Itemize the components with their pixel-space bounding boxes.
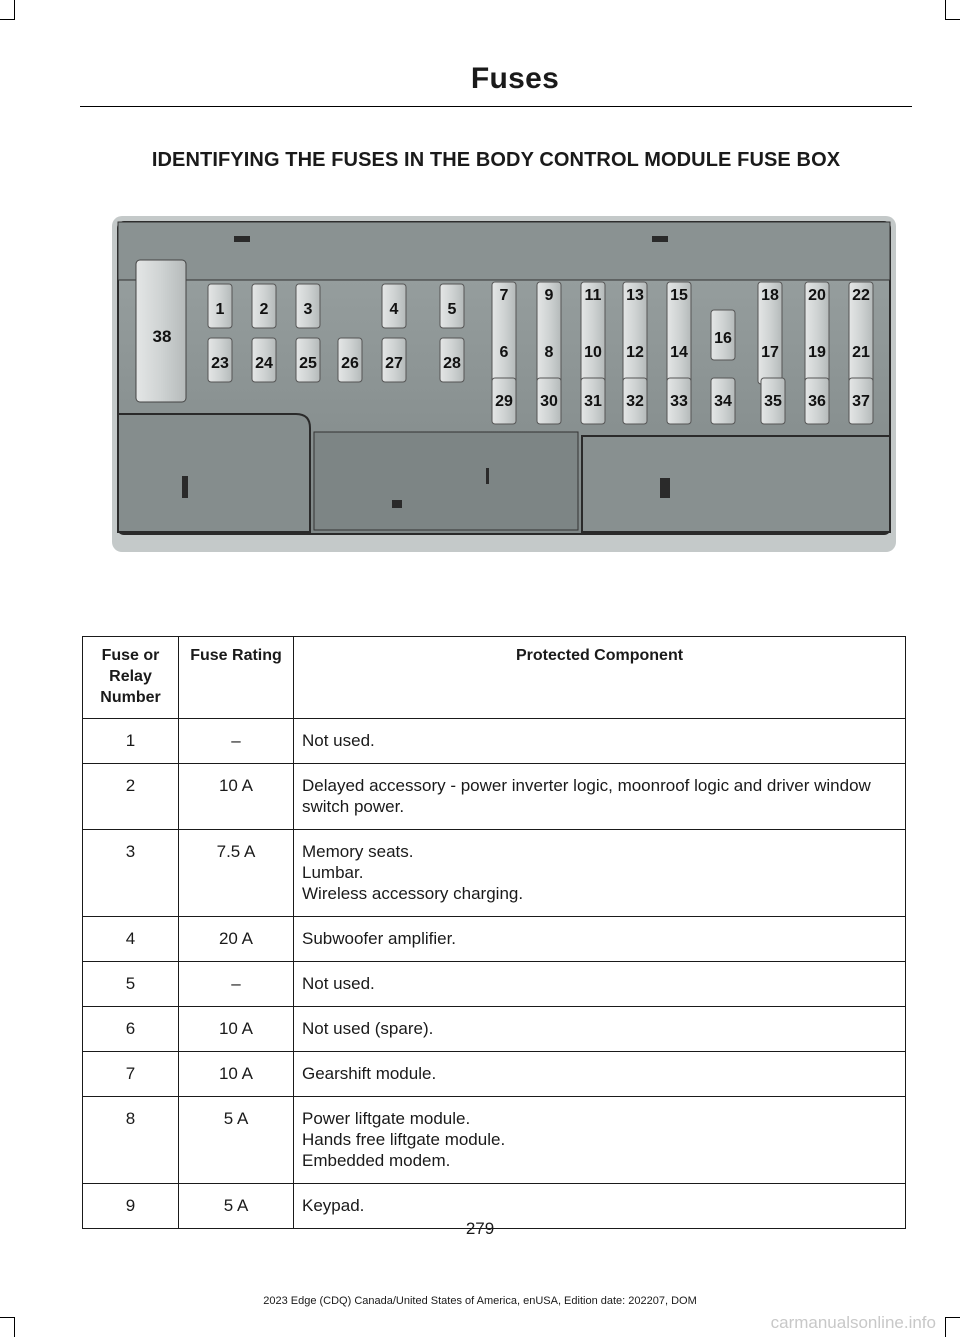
fuse-label: 34 [714, 393, 732, 410]
component-line: Memory seats. [302, 842, 414, 861]
column-header: Fuse Rating [179, 637, 294, 719]
footer-text: 2023 Edge (CDQ) Canada/United States of America, enUSA, Edition date: 202207, DOM [263, 1295, 697, 1307]
table-row [83, 917, 906, 962]
fuse-label: 1 [215, 301, 225, 318]
fuse-label: 5 [447, 301, 457, 318]
fuse-label: 11 [584, 287, 602, 304]
fuse-label: 13 [626, 287, 644, 304]
watermark: carmanualsonline.info [770, 1313, 936, 1332]
fuse-label: 23 [211, 355, 229, 372]
page-title: Fuses [470, 62, 560, 95]
fuse-number-cell: 5 [83, 962, 179, 1007]
fuse-label: 4 [389, 301, 399, 318]
fuse-label: 8 [544, 344, 554, 361]
crop-mark [945, 1317, 946, 1337]
fuse-rating-cell: 7.5 A [179, 830, 294, 917]
fuse-rating-cell: 5 A [179, 1097, 294, 1184]
fuse-label: 2 [259, 301, 269, 318]
table-body [83, 719, 906, 1229]
fuse-rating-cell: 5 A [179, 1184, 294, 1229]
protected-component-cell [294, 719, 906, 764]
fuse-label: 15 [670, 287, 688, 304]
fuse-label: 26 [341, 355, 359, 372]
crop-mark [0, 19, 14, 20]
fuse-label: 29 [495, 393, 513, 410]
fuse-number-cell: 9 [83, 1184, 179, 1229]
component-line: Subwoofer amplifier. [302, 929, 457, 948]
fuse-number-cell: 3 [83, 830, 179, 917]
table-row [83, 1007, 906, 1052]
fuse-number-cell: 1 [83, 719, 179, 764]
fuse-rating-cell: 10 A [179, 764, 294, 830]
fuse-label: 9 [544, 287, 554, 304]
fuse-label: 24 [255, 355, 273, 372]
fuse-label: 31 [584, 393, 602, 410]
component-line: Power liftgate module. [302, 1109, 471, 1128]
protected-component-cell [294, 1097, 906, 1184]
section-title: IDENTIFYING THE FUSES IN THE BODY CONTROL MODULE FUSE BOX [151, 149, 841, 171]
column-header: Protected Component [294, 637, 906, 719]
fuse-label: 14 [670, 344, 688, 361]
fuse-label: 12 [626, 344, 644, 361]
fuse-label: 20 [808, 287, 826, 304]
crop-mark [946, 1317, 960, 1318]
fuse-label: 36 [808, 393, 826, 410]
fuse-label: 7 [499, 287, 509, 304]
component-line: Delayed accessory - power inverter logic, moonroof logic and driver window switch power. [302, 776, 871, 816]
table-header-row [83, 637, 906, 719]
fuse-label: 22 [852, 287, 870, 304]
table-row [83, 1052, 906, 1097]
fuse-rating-cell: 10 A [179, 1007, 294, 1052]
fuse-rating-cell: 20 A [179, 917, 294, 962]
component-line: Not used. [302, 731, 375, 750]
lower-right-panel [582, 436, 890, 532]
column-header: Fuse or Relay Number [83, 637, 179, 719]
protected-component-cell [294, 1007, 906, 1052]
fuse-label: 21 [852, 344, 870, 361]
fuse-label: 6 [499, 344, 509, 361]
component-line: Lumbar. [302, 863, 364, 882]
table-row [83, 719, 906, 764]
fuse-label: 27 [385, 355, 403, 372]
protected-component-cell [294, 1052, 906, 1097]
protected-component-cell [294, 830, 906, 917]
fuse-number-cell: 4 [83, 917, 179, 962]
component-line: Embedded modem. [302, 1151, 451, 1170]
fuse-rating-cell: – [179, 962, 294, 1007]
crop-mark [0, 1317, 14, 1318]
fuse-number-cell: 7 [83, 1052, 179, 1097]
crop-mark [945, 0, 946, 20]
fuse-label: 35 [764, 393, 782, 410]
crop-mark [14, 1317, 15, 1337]
fuse-label: 37 [852, 393, 870, 410]
fuse-rating-cell: 10 A [179, 1052, 294, 1097]
lower-left-panel [118, 414, 310, 532]
protected-component-cell [294, 962, 906, 1007]
fuse-label: 19 [808, 344, 826, 361]
component-line: Wireless accessory charging. [302, 884, 524, 903]
fuse-label: 32 [626, 393, 644, 410]
component-line: Keypad. [302, 1196, 365, 1215]
header-divider [80, 106, 912, 107]
fuse-number-cell: 6 [83, 1007, 179, 1052]
protected-component-cell [294, 917, 906, 962]
fuse-table [82, 636, 906, 1229]
fuse-label: 17 [761, 344, 779, 361]
crop-mark [946, 19, 960, 20]
fuse-box-diagram [106, 200, 902, 560]
fuse-number-cell: 2 [83, 764, 179, 830]
fuse-rating-cell: – [179, 719, 294, 764]
page-header [80, 62, 912, 96]
fuse-label: 28 [443, 355, 461, 372]
fuse-label: 33 [670, 393, 688, 410]
crop-mark [14, 0, 15, 20]
fuse-number-cell: 8 [83, 1097, 179, 1184]
fuse-label: 10 [584, 344, 602, 361]
component-line: Hands free liftgate module. [302, 1130, 506, 1149]
table-row [83, 1097, 906, 1184]
component-line: Gearshift module. [302, 1064, 437, 1083]
fuse-label: 30 [540, 393, 558, 410]
table-row [83, 764, 906, 830]
table-row [83, 962, 906, 1007]
fuse-label: 18 [761, 287, 779, 304]
table-row [83, 830, 906, 917]
page-number: 279 [465, 1219, 495, 1238]
component-line: Not used. [302, 974, 375, 993]
fuse-label: 3 [303, 301, 313, 318]
fuse-label: 25 [299, 355, 317, 372]
protected-component-cell [294, 764, 906, 830]
fuse-label: 16 [714, 330, 732, 347]
relay-label: 38 [152, 327, 172, 346]
component-line: Not used (spare). [302, 1019, 434, 1038]
